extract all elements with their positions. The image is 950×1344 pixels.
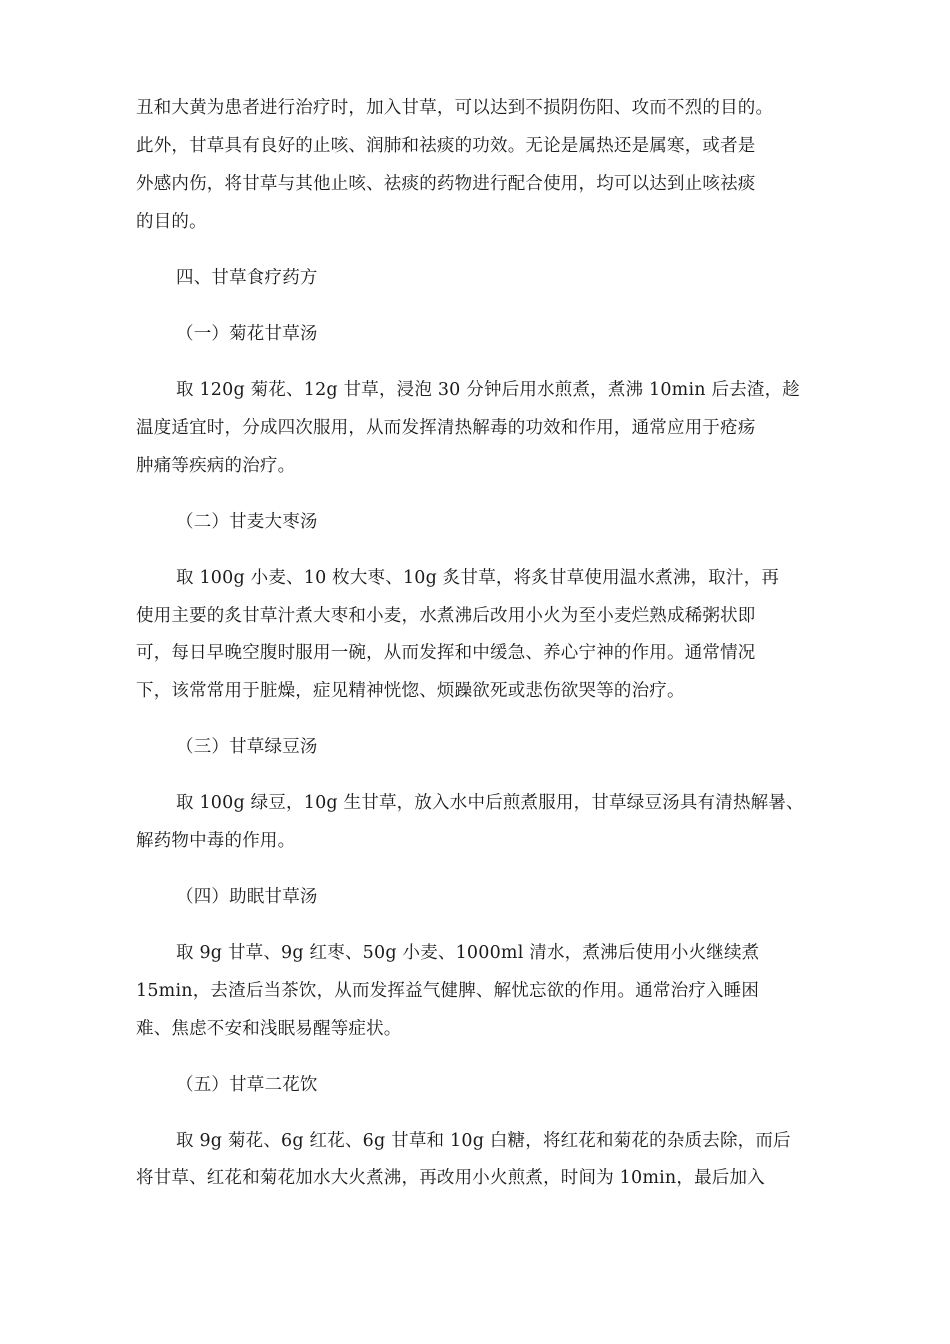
recipe-line: 取 9g 菊花、6g 红花、6g 甘草和 10g 白糖，将红花和菊花的杂质去除，而后 xyxy=(176,1131,791,1151)
recipe-line: 取 100g 绿豆，10g 生甘草，放入水中后煎煮服用，甘草绿豆汤具有清热解暑、 xyxy=(176,793,804,813)
section-heading: 四、甘草食疗药方 xyxy=(176,268,318,288)
recipe-line: 肿痛等疾病的治疗。 xyxy=(136,456,296,476)
recipe-line: 取 100g 小麦、10 枚大枣、10g 炙甘草，将炙甘草使用温水煮沸，取汁，再 xyxy=(176,568,780,588)
recipe-line: 可，每日早晚空腹时服用一碗，从而发挥和中缓急、养心宁神的作用。通常情况 xyxy=(136,643,756,663)
intro-line: 丑和大黄为患者进行治疗时，加入甘草，可以达到不损阴伤阳、攻而不烈的目的。 xyxy=(136,98,774,118)
recipe-heading: （一）菊花甘草汤 xyxy=(176,324,318,344)
recipe-line: 取 120g 菊花、12g 甘草，浸泡 30 分钟后用水煎煮，煮沸 10min 后去渣，趁 xyxy=(176,380,801,400)
recipe-heading: （三）甘草绿豆汤 xyxy=(176,737,318,757)
intro-line: 外感内伤，将甘草与其他止咳、祛痰的药物进行配合使用，均可以达到止咳祛痰 xyxy=(136,174,756,194)
recipe-line: 将甘草、红花和菊花加水大火煮沸，再改用小火煎煮，时间为 10min，最后加入 xyxy=(136,1168,765,1188)
recipe-line: 取 9g 甘草、9g 红枣、50g 小麦、1000ml 清水，煮沸后使用小火继续煮 xyxy=(176,943,760,963)
recipe-line: 使用主要的炙甘草汁煮大枣和小麦，水煮沸后改用小火为至小麦烂熟成稀粥状即 xyxy=(136,606,756,626)
recipe-heading: （二）甘麦大枣汤 xyxy=(176,512,318,532)
recipe-heading: （五）甘草二花饮 xyxy=(176,1075,318,1095)
recipe-line: 解药物中毒的作用。 xyxy=(136,831,296,851)
recipe-heading: （四）助眠甘草汤 xyxy=(176,887,318,907)
recipe-line: 难、焦虑不安和浅眠易醒等症状。 xyxy=(136,1019,402,1039)
recipe-line: 温度适宜时，分成四次服用，从而发挥清热解毒的功效和作用，通常应用于疮疡 xyxy=(136,418,756,438)
recipe-line: 15min，去渣后当茶饮，从而发挥益气健脾、解忧忘欲的作用。通常治疗入睡困 xyxy=(136,981,760,1001)
intro-line: 此外，甘草具有良好的止咳、润肺和祛痰的功效。无论是属热还是属寒，或者是 xyxy=(136,136,756,156)
intro-line: 的目的。 xyxy=(136,212,207,232)
recipe-line: 下，该常常用于脏燥，症见精神恍惚、烦躁欲死或悲伤欲哭等的治疗。 xyxy=(136,681,685,701)
